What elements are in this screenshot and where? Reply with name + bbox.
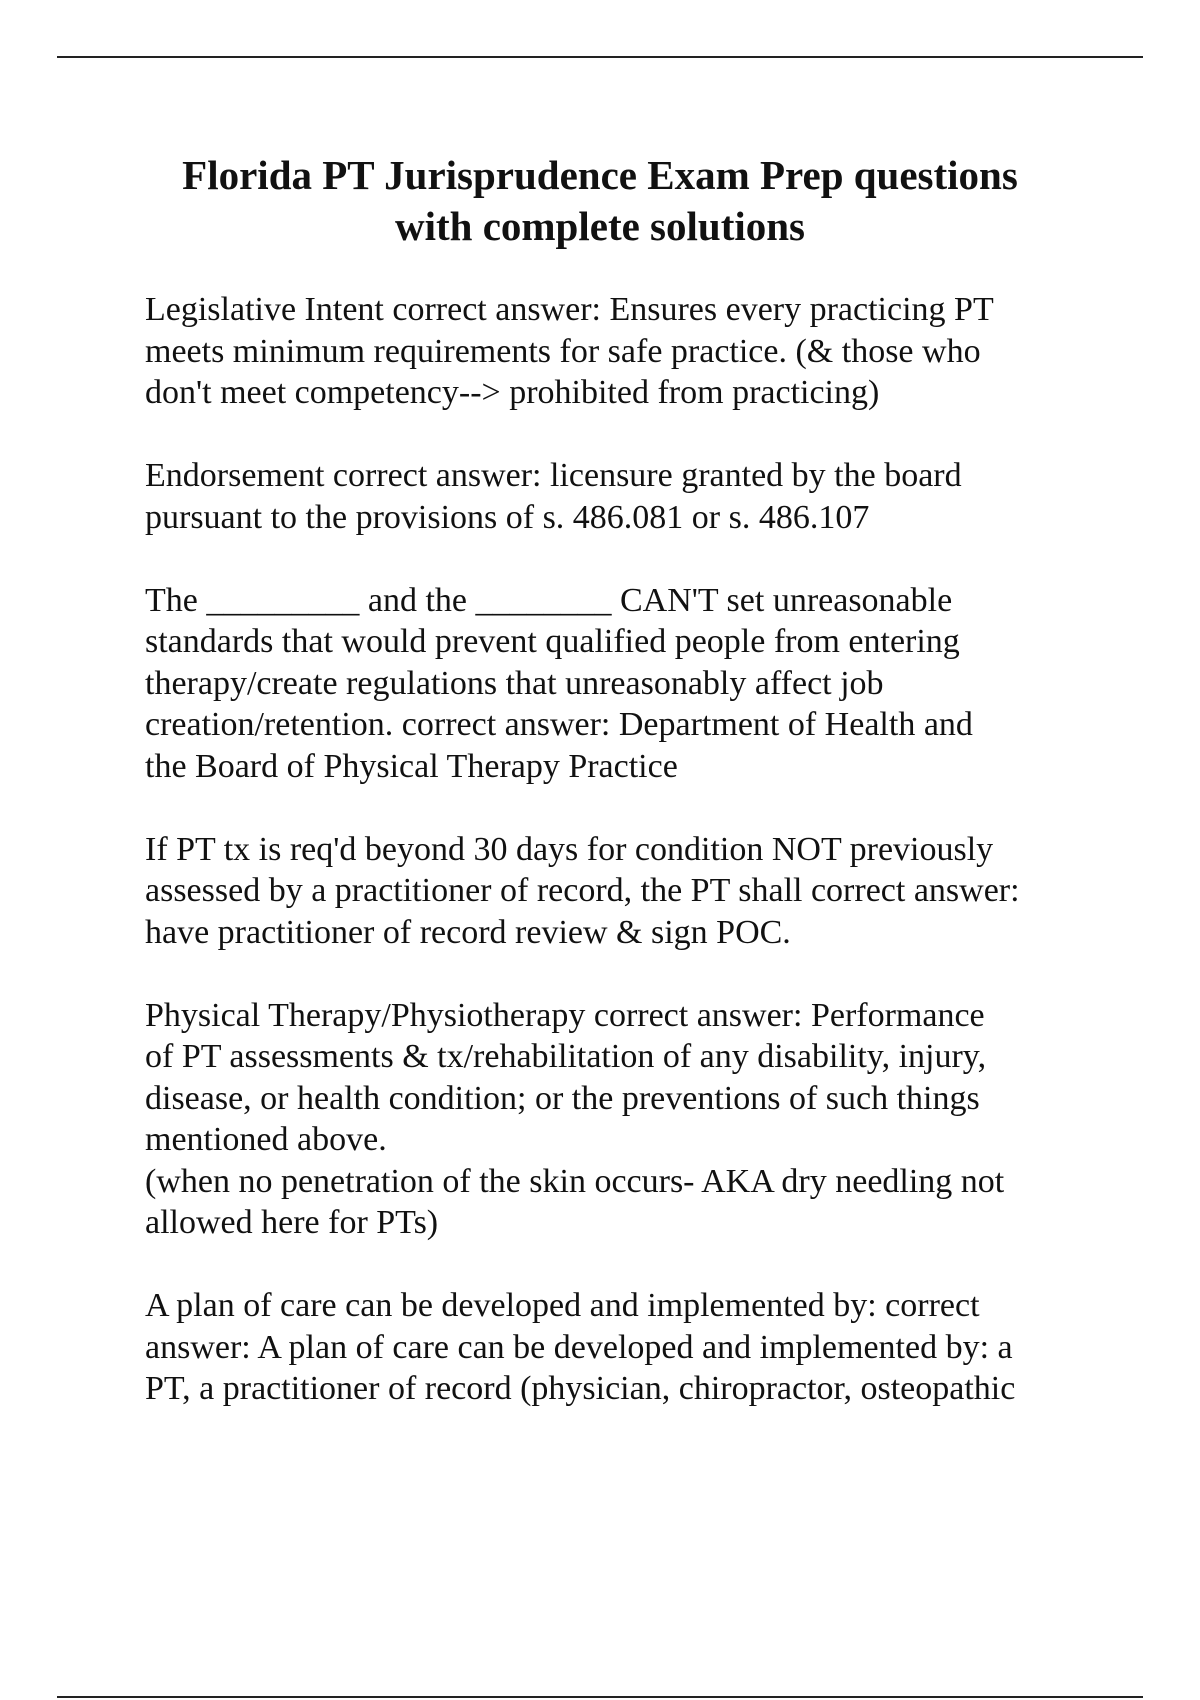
bottom-rule xyxy=(57,1696,1143,1698)
entry-plan-of-care: A plan of care can be developed and implemented by: correct answer: A plan of care can be developed and implemented by: a PT, a practitioner of record (physician, chiropractor, osteopathic xyxy=(145,1287,1016,1407)
document-title xyxy=(120,150,1080,252)
entry-endorsement: Endorsement correct answer: licensure granted by the board pursuant to the provisions of s. 486.081 or s. 486.107 xyxy=(145,457,962,536)
title-line-2: with complete solutions xyxy=(395,203,805,249)
top-rule xyxy=(57,56,1143,58)
title-line-1: Florida PT Jurisprudence Exam Prep questions xyxy=(182,152,1018,198)
entry-unreasonable-standards: The _________ and the ________ CAN'T set unreasonable standards that would prevent qualified people from entering therapy/create regulations that unreasonably affect job creation/retention. correct answer: Department of Health and the Board of Physical Therapy Practice xyxy=(145,581,973,785)
entry-physical-therapy-definition: Physical Therapy/Physiotherapy correct answer: Performance of PT assessments & tx/rehabilitation of any disability, injury, disease, or health condition; or the preventions of such things mentioned above. (when no penetration of the skin occurs- AKA dry needling not allowed here for PTs) xyxy=(145,996,1005,1241)
entry-30-days-treatment: If PT tx is req'd beyond 30 days for condition NOT previously assessed by a practitioner of record, the PT shall correct answer: have practitioner of record review & sign POC. xyxy=(145,830,1020,951)
document-body xyxy=(145,289,1095,1451)
entry-legislative-intent: Legislative Intent correct answer: Ensures every practicing PT meets minimum requirements for safe practice. (& those who don't meet competency--> prohibited from practicing) xyxy=(145,291,994,411)
